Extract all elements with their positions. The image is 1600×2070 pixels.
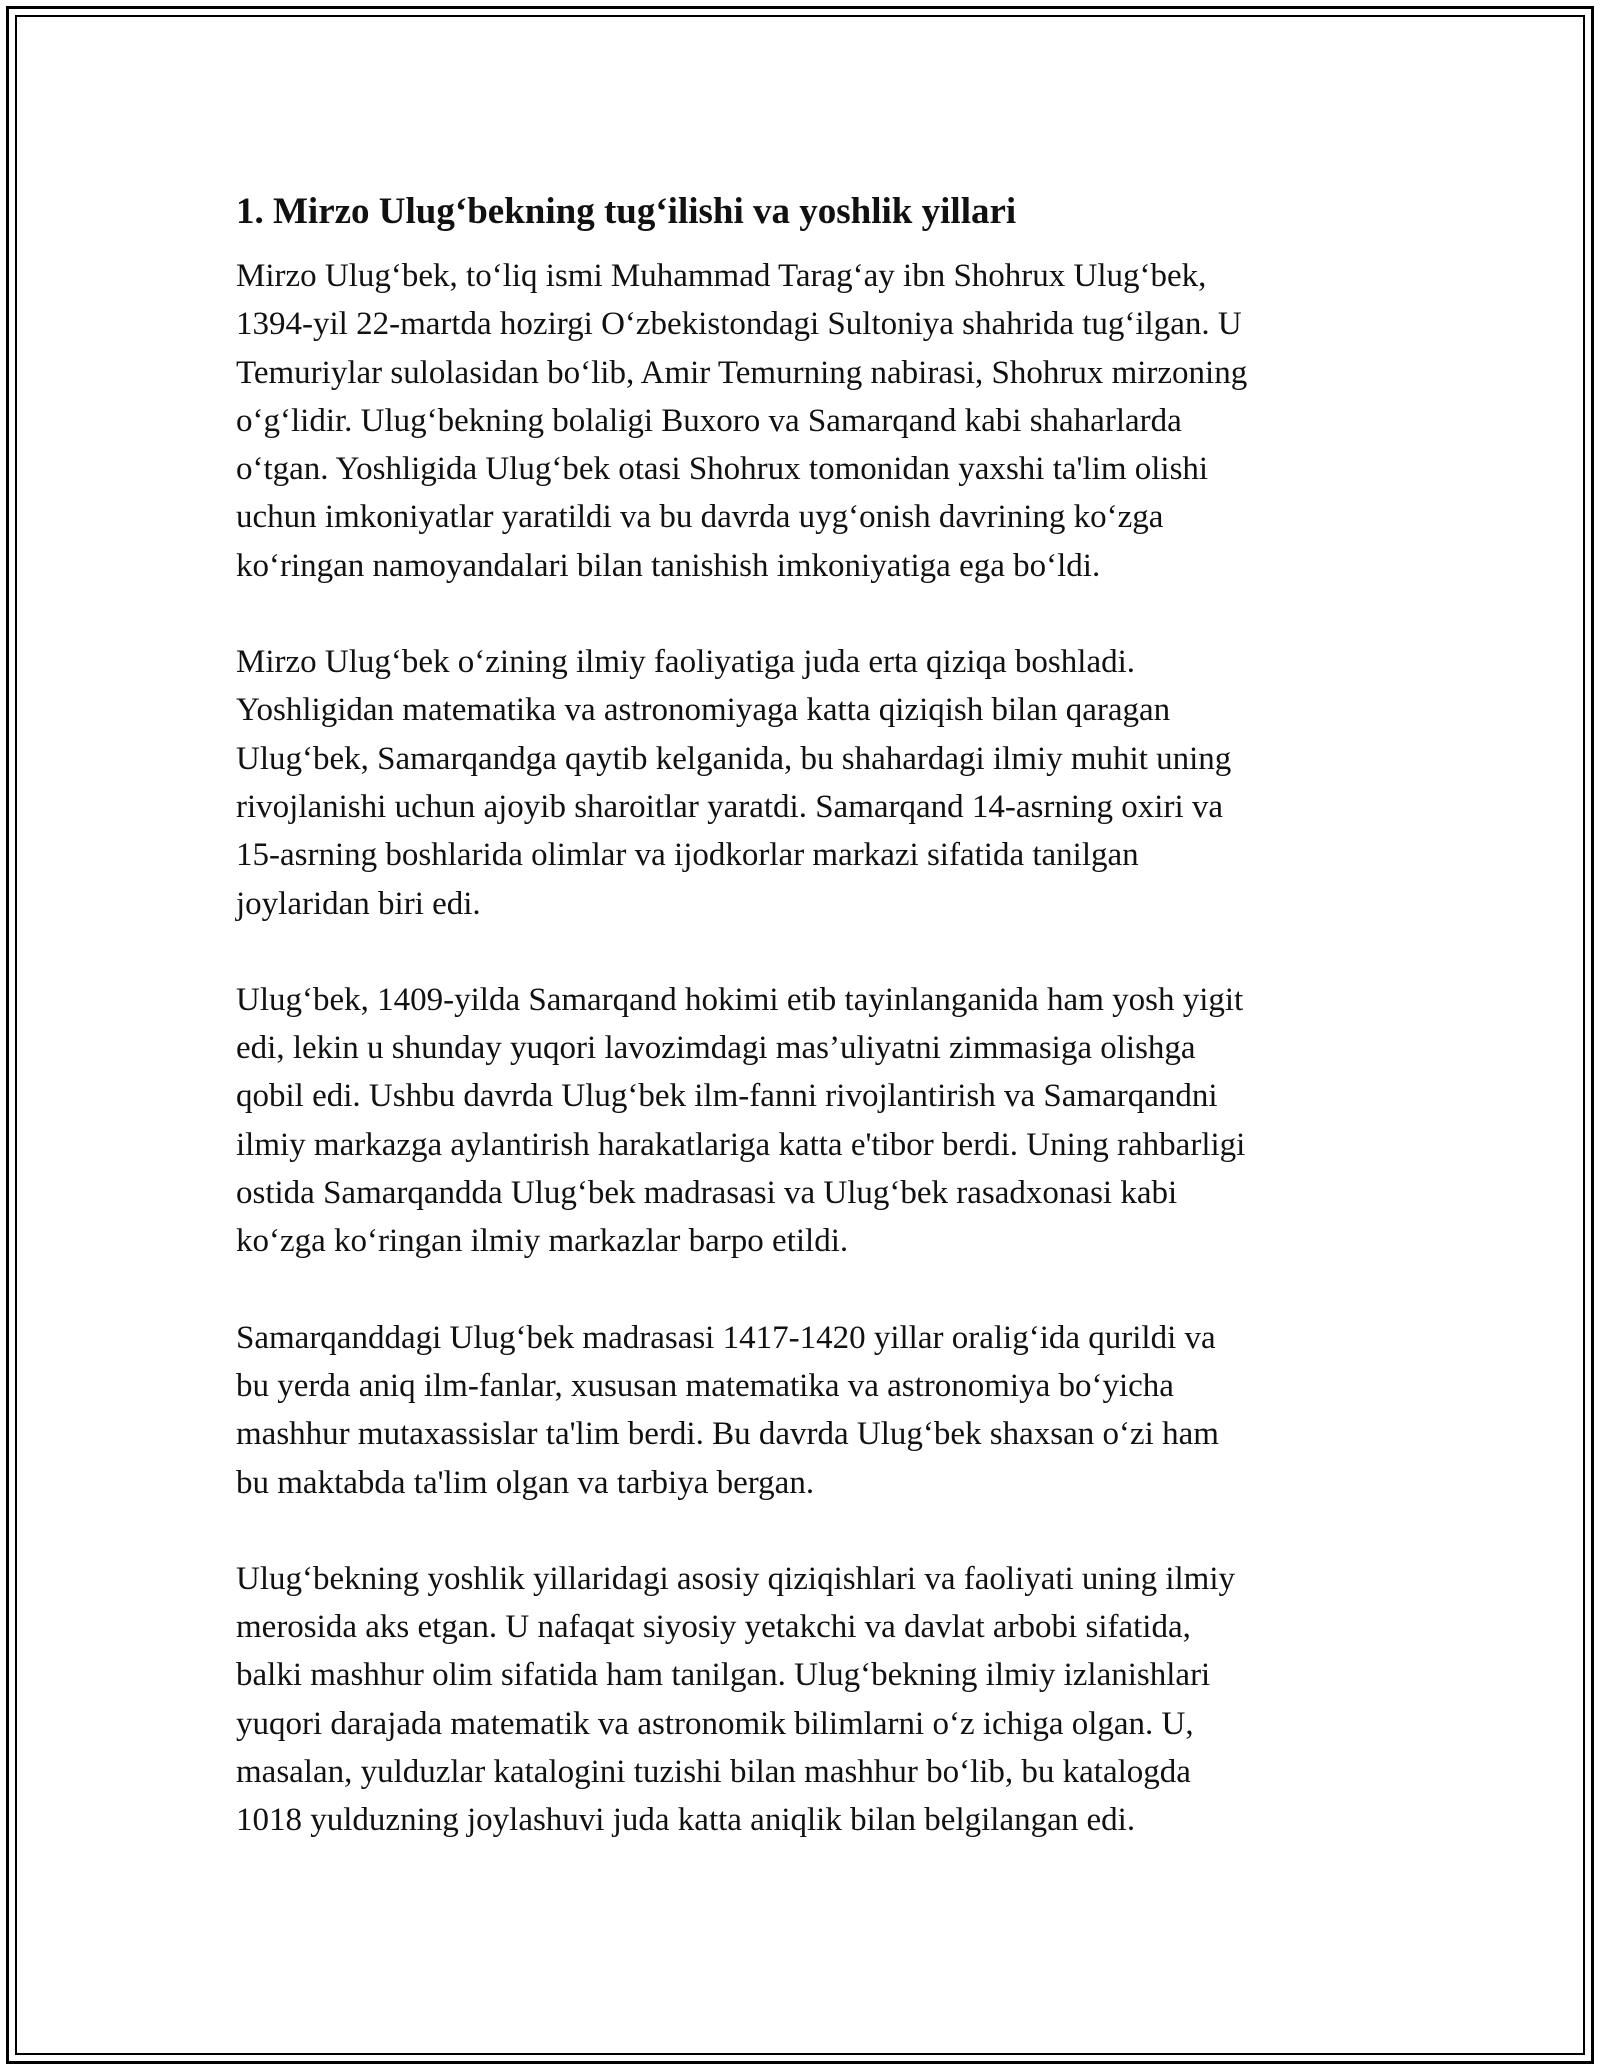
paragraph-list	[236, 252, 1386, 1845]
paragraph-line: Temuriylar sulolasidan bo‘lib, Amir Temurning nabirasi, Shohrux mirzoning	[236, 354, 1248, 391]
paragraph-line: rivojlanishi uchun ajoyib sharoitlar yaratdi. Samarqand 14-asrning oxiri va	[236, 788, 1224, 825]
paragraph-line: Yoshligidan matematika va astronomiyaga katta qiziqish bilan qaragan	[236, 692, 1171, 729]
paragraph-line: ko‘ringan namoyandalari bilan tanishish imkoniyatiga ega bo‘ldi.	[236, 547, 1101, 584]
paragraph-line: Ulug‘bekning yoshlik yillaridagi asosiy qiziqishlari va faoliyati uning ilmiy	[236, 1560, 1236, 1597]
paragraph-line: bu maktabda ta'lim olgan va tarbiya bergan.	[236, 1464, 815, 1501]
paragraph-line: ilmiy markazga aylantirish harakatlariga katta e'tibor berdi. Uning rahbarligi	[236, 1126, 1246, 1163]
paragraph-line: uchun imkoniyatlar yaratildi va bu davrda uyg‘onish davrining ko‘zga	[236, 499, 1164, 536]
section-heading: 1. Mirzo Ulug‘bekning tug‘ilishi va yoshlik yillari	[236, 191, 1017, 232]
paragraph-line: 1394-yil 22-martda hozirgi O‘zbekistondagi Sultoniya shahrida tug‘ilgan. U	[236, 306, 1242, 343]
paragraph-line: bu yerda aniq ilm-fanlar, xususan matematika va astronomiya bo‘yicha	[236, 1367, 1174, 1404]
paragraph-line: o‘g‘lidir. Ulug‘bekning bolaligi Buxoro va Samarqand kabi shaharlarda	[236, 402, 1182, 439]
paragraph-line: edi, lekin u shunday yuqori lavozimdagi mas’uliyatni zimmasiga olishga	[236, 1030, 1196, 1067]
paragraph-line: ko‘zga ko‘ringan ilmiy markazlar barpo etildi.	[236, 1223, 849, 1260]
paragraph-line: masalan, yulduzlar katalogini tuzishi bilan mashhur bo‘lib, bu katalogda	[236, 1754, 1191, 1791]
paragraph-line: 15-asrning boshlarida olimlar va ijodkorlar markazi sifatida tanilgan	[236, 837, 1139, 874]
paragraph-line: balki mashhur olim sifatida ham tanilgan. Ulug‘bekning ilmiy izlanishlari	[236, 1657, 1211, 1694]
paragraph-line: 1018 yulduzning joylashuvi juda katta aniqlik bilan belgilangan edi.	[236, 1802, 1136, 1839]
paragraph-line: Ulug‘bek, Samarqandga qaytib kelganida, bu shahardagi ilmiy muhit uning	[236, 740, 1232, 777]
paragraph-line: joylaridan biri edi.	[236, 885, 481, 922]
paragraph-line: Mirzo Ulug‘bek, to‘liq ismi Muhammad Tarag‘ay ibn Shohrux Ulug‘bek,	[236, 258, 1207, 294]
paragraph-line: qobil edi. Ushbu davrda Ulug‘bek ilm-fanni rivojlantirish va Samarqandni	[236, 1078, 1218, 1115]
paragraph-line: o‘tgan. Yoshligida Ulug‘bek otasi Shohrux tomonidan yaxshi ta'lim olishi	[236, 451, 1209, 488]
paragraph	[236, 976, 1386, 1266]
paragraph-line: yuqori darajada matematik va astronomik bilimlarni o‘z ichiga olgan. U,	[236, 1705, 1194, 1742]
paragraph-line: mashhur mutaxassislar ta'lim berdi. Bu davrda Ulug‘bek shaxsan o‘zi ham	[236, 1416, 1219, 1453]
paragraph	[236, 1314, 1386, 1507]
paragraph	[236, 1555, 1386, 1845]
document-body	[236, 186, 1386, 1893]
paragraph-line: merosida aks etgan. U nafaqat siyosiy yetakchi va davlat arbobi sifatida,	[236, 1609, 1191, 1646]
paragraph-line: Ulug‘bek, 1409-yilda Samarqand hokimi etib tayinlanganida ham yosh yigit	[236, 981, 1244, 1018]
paragraph	[236, 638, 1386, 928]
paragraph-line: ostida Samarqandda Ulug‘bek madrasasi va Ulug‘bek rasadxonasi kabi	[236, 1175, 1178, 1212]
paragraph-line: Mirzo Ulug‘bek o‘zining ilmiy faoliyatiga juda erta qiziqa boshladi.	[236, 644, 1136, 681]
paragraph	[236, 252, 1386, 590]
paragraph-line: Samarqanddagi Ulug‘bek madrasasi 1417-1420 yillar oralig‘ida qurildi va	[236, 1319, 1216, 1356]
